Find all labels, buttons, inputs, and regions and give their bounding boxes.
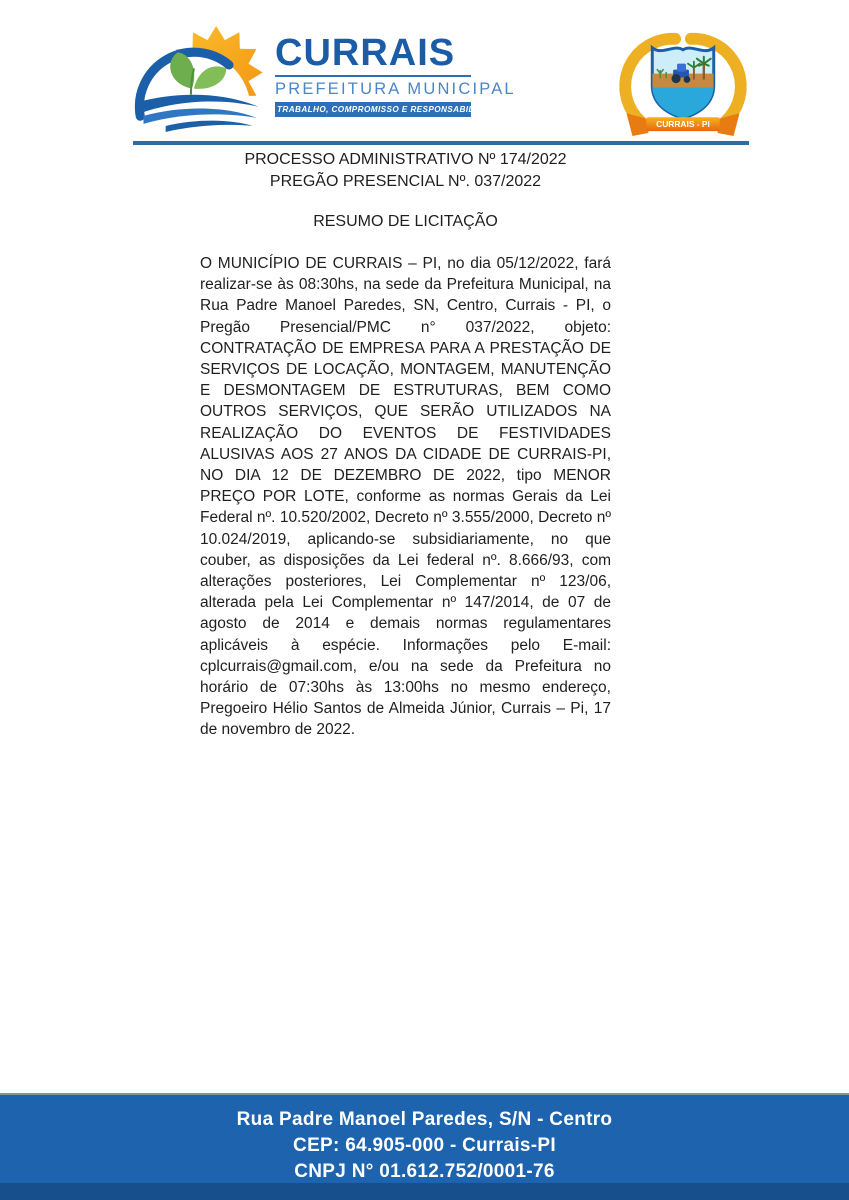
brand-divider bbox=[275, 75, 471, 77]
footer-cnpj: CNPJ N° 01.612.752/0001-76 bbox=[294, 1161, 555, 1182]
process-number-line: PROCESSO ADMINISTRATIVO Nº 174/2022 bbox=[244, 151, 567, 168]
brand-subtitle: PREFEITURA MUNICIPAL bbox=[275, 80, 516, 98]
page-header bbox=[133, 26, 749, 138]
municipal-crest-icon bbox=[617, 26, 749, 140]
summary-paragraph: O MUNICÍPIO DE CURRAIS – PI, no dia 05/12/2022, fará realizar-se às 08:30hs, na sede da Prefeitura Municipal, na Rua Padre Manoel Paredes, SN, Centro, Currais - PI, o Pregão Presencial/PMC n° 037/2022, objeto: CONTRATAÇÃO DE EMPRESA PARA A PRESTAÇÃO DE SERVIÇOS DE LOCAÇÃO, MONTAGEM, MANUTENÇÃO E DESMONTAGEM DE ESTRUTURAS, BEM COMO OUTROS SERVIÇOS, QUE SERÃO UTILIZADOS NA REALIZAÇÃO DO EVENTOS DE FESTIVIDADES ALUSIVAS AOS 27 ANOS DA CIDADE DE CURRAIS-PI, NO DIA 12 DE DEZEMBRO DE 2022, tipo MENOR PREÇO POR LOTE, conforme as normas Gerais da Lei Federal nº. 10.520/2002, Decreto nº 3.555/2000, Decreto nº 10.024/2019, aplicando-se subsidiariamente, no que couber, as disposições da Lei federal nº. 8.666/93, com alterações posteriores, Lei Complementar nº 123/06, alterada pela Lei Complementar nº 147/2014, de 07 de agosto de 2014 e demais normas regulamentares aplicáveis à espécie. Informações pelo E-mail: cplcurrais@gmail.com, e/ou na sede da Prefeitura no horário de 07:30hs às 13:00hs no mesmo endereço, Pregoeiro Hélio Santos de Almeida Júnior, Currais – Pi, 17 de novembro de 2022. bbox=[200, 255, 611, 739]
crest-ribbon-text: CURRAIS - PI bbox=[656, 119, 710, 130]
document-content bbox=[200, 149, 611, 741]
footer-bottom-strip bbox=[0, 1183, 849, 1200]
brand-text-block bbox=[275, 26, 516, 117]
auction-number-line: PREGÃO PRESENCIAL Nº. 037/2022 bbox=[269, 172, 542, 190]
prefeitura-brand bbox=[133, 26, 516, 132]
brand-tagline-badge: TRABALHO, COMPROMISSO E RESPONSABILIDADE bbox=[275, 102, 471, 117]
footer-address: Rua Padre Manoel Paredes, S/N - Centro bbox=[236, 1109, 613, 1130]
document-title-block bbox=[200, 149, 611, 192]
header-rule bbox=[133, 141, 749, 145]
brand-name: CURRAIS bbox=[275, 32, 456, 74]
footer-cep: CEP: 64.905-000 - Currais-PI bbox=[293, 1135, 556, 1156]
sun-leaf-field-logo-icon bbox=[133, 26, 265, 132]
page-footer bbox=[0, 1093, 849, 1200]
section-title: RESUMO DE LICITAÇÃO bbox=[313, 213, 498, 230]
